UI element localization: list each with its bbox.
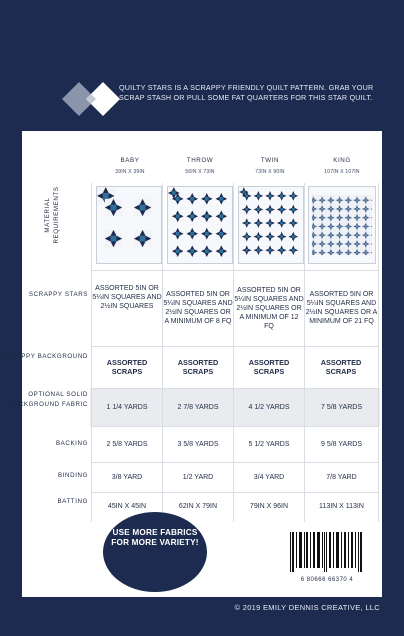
callout-badge <box>103 512 207 592</box>
barcode-icon <box>286 530 366 574</box>
pattern-tagline: QUILTY STARS IS A SCRAPPY FRIENDLY QUILT PATTERN. GRAB YOUR SCRAP STASH OR PULL SOME FAT QUARTERS FOR THIS STAR QUILT. <box>119 83 374 102</box>
col-twin-name: TWIN <box>260 157 280 164</box>
cell-backing-throw: 3 5/8 YARDS <box>177 441 219 448</box>
left-border <box>0 131 22 597</box>
row-label-backing: BACKING <box>55 440 88 447</box>
grid-line <box>378 183 379 522</box>
col-king-name: KING <box>333 157 351 164</box>
king-quilt-image <box>308 186 376 264</box>
cell-bg-king: ASSORTED SCRAPS <box>320 358 362 376</box>
logo-diamond-icon <box>62 82 120 116</box>
cell-stars-king: ASSORTED 5IN OR 5¼IN SQUARES AND 2½IN SQUARES OR A MINIMUM OF 21 FQ <box>305 291 378 325</box>
cell-solid-baby: 1 1/4 YARDS <box>106 404 148 411</box>
cell-batting-baby: 45IN X 45IN <box>107 503 147 510</box>
col-baby-size: 39IN X 39IN <box>115 169 145 175</box>
right-border <box>382 131 404 597</box>
cell-bg-twin: ASSORTED SCRAPS <box>248 358 290 376</box>
col-throw-size: 56IN X 73IN <box>185 169 215 175</box>
col-throw-name: THROW <box>186 157 214 164</box>
cell-batting-king: 113IN X 113IN <box>319 503 364 510</box>
cell-backing-baby: 2 5/8 YARDS <box>106 441 148 448</box>
material-requirements-label: MATERIAL REQUIREMENTS <box>44 186 60 244</box>
cell-binding-baby: 3/8 YARD <box>111 474 143 481</box>
row-label-optional-background: OPTIONAL SOLID BACKGROUND FABRIC <box>9 391 88 408</box>
header-band <box>0 0 404 131</box>
row-label-scrappy-background: SCRAPPY BACKGROUND <box>1 353 88 360</box>
col-king-size: 107IN X 107IN <box>324 169 360 175</box>
cell-stars-twin: ASSORTED 5IN OR 5¼IN SQUARES AND 2½IN SQUARES OR A MINIMUM OF 12 FQ <box>234 286 304 330</box>
cell-binding-throw: 1/2 YARD <box>182 474 214 481</box>
copyright-text: © 2019 EMILY DENNIS CREATIVE, LLC <box>234 603 380 612</box>
barcode-digits: 6 80666 66370 4 <box>300 577 354 583</box>
cell-solid-king: 7 5/8 YARDS <box>321 404 362 411</box>
baby-quilt-image <box>96 186 162 264</box>
cell-stars-baby: ASSORTED 5IN OR 5¼IN SQUARES AND 2½IN SQUARES <box>92 284 162 310</box>
cell-backing-twin: 5 1/2 YARDS <box>248 441 290 448</box>
cell-batting-throw: 62IN X 79IN <box>178 503 218 510</box>
throw-quilt-image <box>167 186 233 264</box>
col-baby-name: BABY <box>120 157 140 164</box>
cell-binding-king: 7/8 YARD <box>326 474 357 481</box>
twin-quilt-image <box>238 186 304 264</box>
cell-solid-throw: 2 7/8 YARDS <box>177 404 219 411</box>
cell-binding-twin: 3/4 YARD <box>253 474 285 481</box>
cell-bg-baby: ASSORTED SCRAPS <box>106 358 148 376</box>
cell-bg-throw: ASSORTED SCRAPS <box>177 358 219 376</box>
row-label-binding: BINDING <box>58 472 88 479</box>
grid-line <box>91 270 379 271</box>
cell-stars-throw: ASSORTED 5IN OR 5¼IN SQUARES AND 2½IN SQUARES OR A MINIMUM OF 8 FQ <box>163 291 233 325</box>
cell-batting-twin: 79IN X 96IN <box>249 503 289 510</box>
cell-backing-king: 9 5/8 YARDS <box>321 441 362 448</box>
callout-text: USE MORE FABRICS FOR MORE VARIETY! <box>111 528 199 547</box>
cell-solid-twin: 4 1/2 YARDS <box>248 404 290 411</box>
row-label-scrappy-stars: SCRAPPY STARS <box>28 291 88 298</box>
col-twin-size: 73IN X 90IN <box>255 169 285 175</box>
row-label-batting: BATTING <box>57 498 88 505</box>
